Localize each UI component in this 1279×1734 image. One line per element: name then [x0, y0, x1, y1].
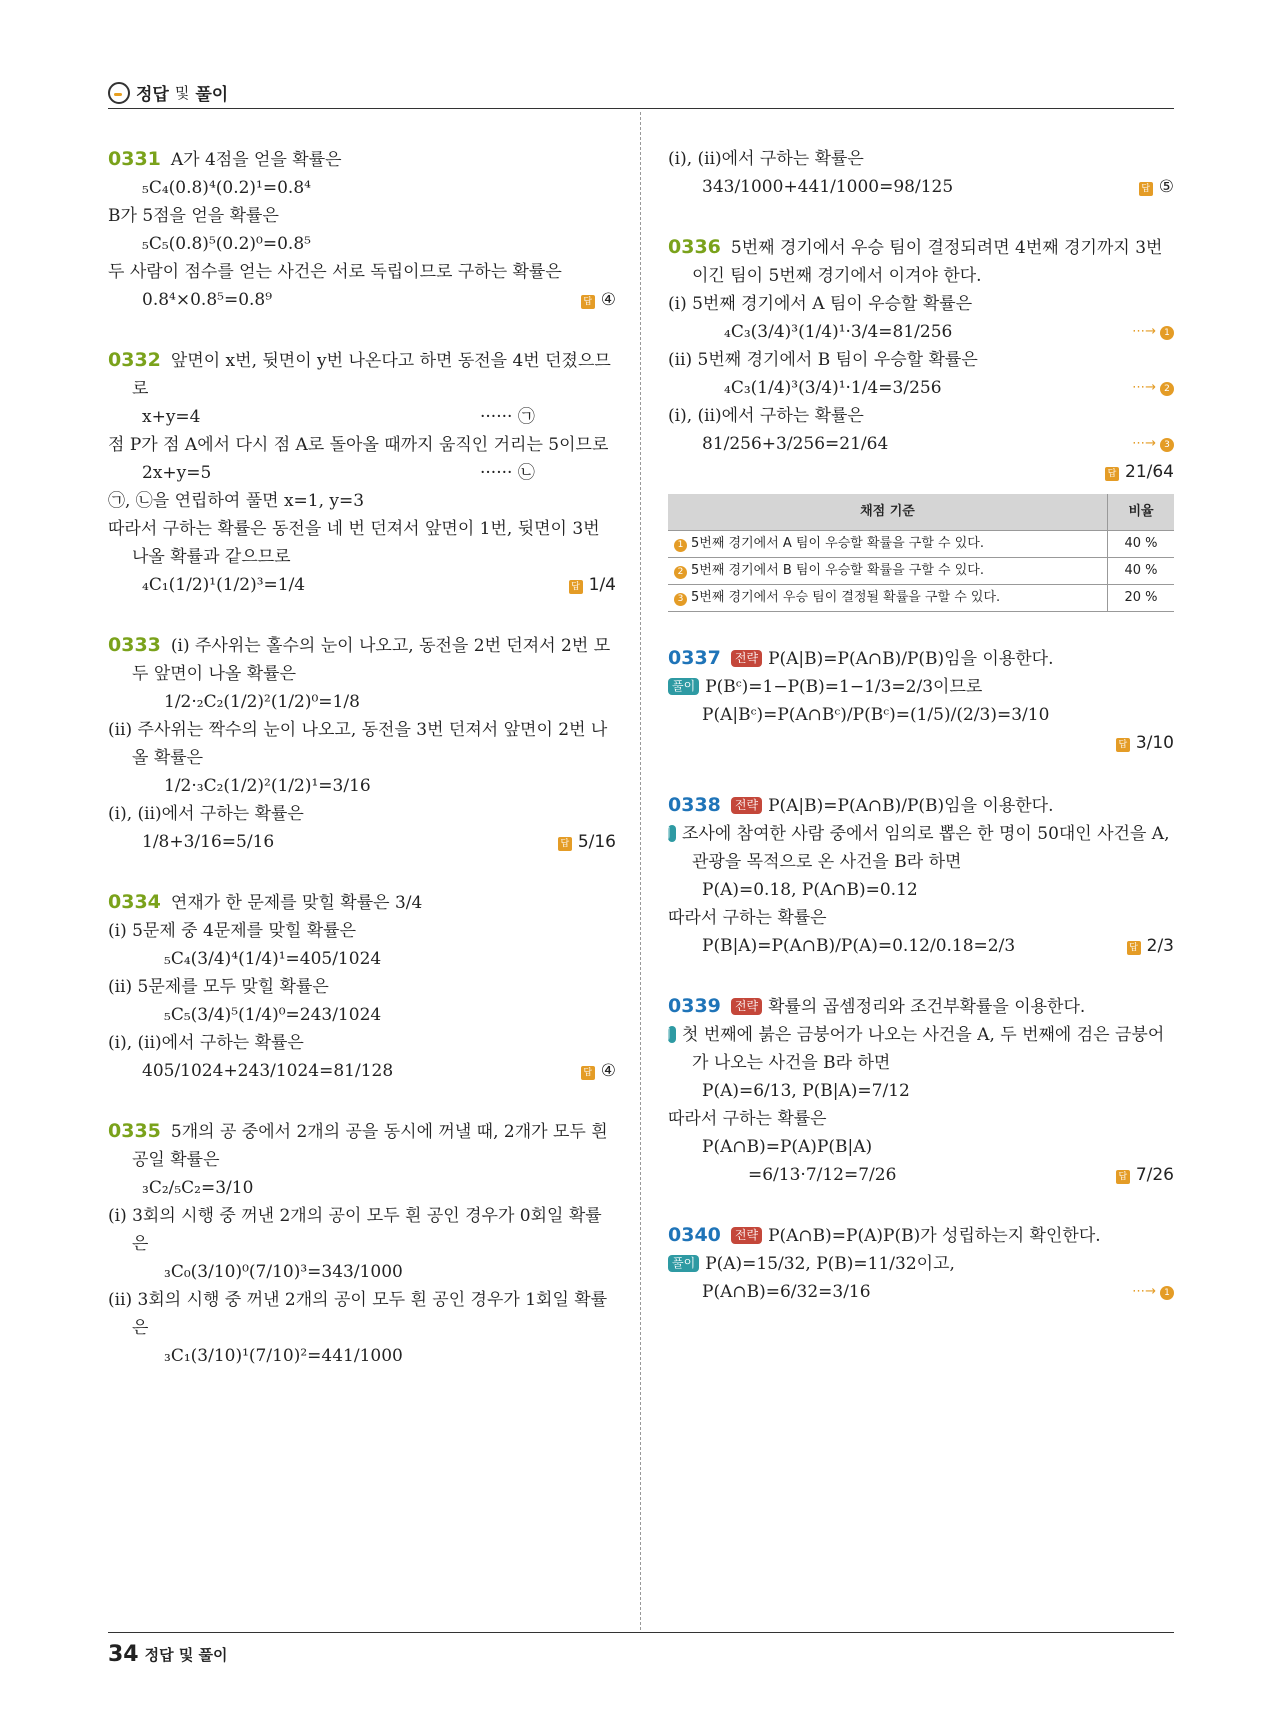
formula: 1/2·₂C₂(1/2)²(1/2)⁰=1/8	[164, 692, 360, 712]
text-line: 조사에 참여한 사람 중에서 임의로 뽑은 한 명이 50대인 사건을 A, 관광을 목적으로 온 사건을 B라 하면	[682, 824, 1170, 872]
problem-number: 0333	[108, 634, 161, 656]
table-header: 채점 기준	[668, 494, 1108, 531]
problem-number: 0338	[668, 794, 721, 816]
page-number: 34	[108, 1642, 139, 1667]
text-line: (ⅰ), (ⅱ)에서 구하는 확률은	[668, 149, 864, 169]
problem-0335-continued	[668, 145, 1174, 201]
text-line: (ⅰ) 주사위는 홀수의 눈이 나오고, 동전을 2번 던져서 2번 모두 앞면이 나올 확률은	[132, 636, 611, 684]
formula: ₄C₃(1/4)³(3/4)¹·1/4=3/256	[724, 378, 942, 398]
formula: 2x+y=5	[142, 463, 212, 483]
text-line: 따라서 구하는 확률은	[668, 908, 827, 928]
header-title-b: 및	[174, 84, 190, 102]
text-line: P(A∩B)=P(A)P(B)가 성립하는지 확인한다.	[768, 1226, 1101, 1246]
header-title-a: 정답	[136, 85, 169, 105]
text-line: B가 5점을 얻을 확률은	[108, 206, 279, 226]
formula: x+y=4	[142, 407, 201, 427]
problem-number: 0332	[108, 349, 161, 371]
text-line: (ⅱ) 3회의 시행 중 꺼낸 2개의 공이 모두 흰 공인 경우가 1회일 확률은	[108, 1290, 608, 1338]
solution-tag: 풀이	[668, 825, 676, 842]
solution-tag: 풀이	[668, 678, 699, 695]
formula: ₄C₁(1/2)¹(1/2)³=1/4	[142, 575, 306, 595]
formula: ₃C₂/₅C₂=3/10	[142, 1178, 254, 1198]
text-line: 확률의 곱셈정리와 조건부확률을 이용한다.	[768, 997, 1086, 1017]
answer-icon: 답	[1116, 738, 1130, 752]
answer: 답 ④	[581, 286, 616, 314]
step-marker: ⋯→ 1	[1132, 1278, 1174, 1306]
text-line: ㉠, ㉡을 연립하여 풀면 x=1, y=3	[108, 491, 365, 511]
table-row: 3 5번째 경기에서 우승 팀이 결정될 확률을 구할 수 있다. 20 %	[668, 585, 1174, 612]
formula: 0.8⁴×0.8⁵=0.8⁹	[142, 290, 273, 310]
equation-marker: ······ ㉠	[480, 407, 535, 427]
formula: 405/1024+243/1024=81/128	[142, 1061, 394, 1081]
text-line: P(Bᶜ)=1−P(B)=1−1/3=2/3이므로	[705, 677, 983, 697]
formula: 81/256+3/256=21/64	[702, 434, 889, 454]
text-line: P(A|B)=P(A∩B)/P(B)임을 이용한다.	[768, 796, 1054, 816]
header-rule	[108, 108, 1174, 109]
formula: 343/1000+441/1000=98/125	[702, 177, 954, 197]
text-line: (ⅱ) 5번째 경기에서 B 팀이 우승할 확률은	[668, 350, 978, 370]
header-title-c: 풀이	[195, 85, 229, 105]
problem-number: 0331	[108, 148, 161, 170]
text-line: P(A|B)=P(A∩B)/P(B)임을 이용한다.	[768, 649, 1054, 669]
right-column	[648, 145, 1174, 1306]
strategy-tag: 전략	[731, 650, 762, 667]
table-row: 2 5번째 경기에서 B 팀이 우승할 확률을 구할 수 있다. 40 %	[668, 558, 1174, 585]
equation-marker: ······ ㉡	[480, 463, 535, 483]
formula: P(B|A)=P(A∩B)/P(A)=0.12/0.18=2/3	[702, 936, 1016, 956]
strategy-tag: 전략	[731, 998, 762, 1015]
text-line: (ⅱ) 주사위는 짝수의 눈이 나오고, 동전을 3번 던져서 앞면이 2번 나올 확률은	[108, 720, 608, 768]
column-divider	[640, 112, 641, 1630]
problem-0335	[108, 1117, 616, 1370]
text-line: (ⅰ), (ⅱ)에서 구하는 확률은	[108, 1033, 304, 1053]
answer-icon: 답	[569, 580, 583, 594]
step-marker: ⋯→ 2	[1132, 374, 1174, 402]
answer: 답 3/10	[1116, 729, 1174, 757]
table-row: 1 5번째 경기에서 A 팀이 우승할 확률을 구할 수 있다. 40 %	[668, 531, 1174, 558]
smiley-face-icon	[108, 82, 130, 104]
problem-number: 0336	[668, 236, 721, 258]
problem-number: 0339	[668, 995, 721, 1017]
formula: P(A)=6/13, P(B|A)=7/12	[702, 1081, 910, 1101]
formula: P(A∩B)=6/32=3/16	[702, 1282, 871, 1302]
answer-icon: 답	[558, 837, 572, 851]
formula: P(A|Bᶜ)=P(A∩Bᶜ)/P(Bᶜ)=(1/5)/(2/3)=3/10	[702, 705, 1050, 725]
left-column	[108, 145, 616, 1370]
problem-0332	[108, 346, 616, 599]
strategy-tag: 전략	[731, 797, 762, 814]
text-line: 점 P가 점 A에서 다시 점 A로 돌아올 때까지 움직인 거리는 5이므로	[108, 435, 609, 455]
text-line: 연재가 한 문제를 맞힐 확률은 3/4	[170, 893, 423, 913]
text-line: (ⅰ) 3회의 시행 중 꺼낸 2개의 공이 모두 흰 공인 경우가 0회일 확률은	[108, 1206, 602, 1254]
answer-icon: 답	[581, 295, 595, 309]
problem-0337	[668, 644, 1174, 759]
text-line: (ⅰ) 5번째 경기에서 A 팀이 우승할 확률은	[668, 294, 973, 314]
answer-icon: 답	[1116, 1170, 1130, 1184]
text-line: 5번째 경기에서 우승 팀이 결정되려면 4번째 경기까지 3번 이긴 팀이 5번째 경기에서 이겨야 한다.	[692, 238, 1163, 286]
step-marker: ⋯→ 1	[1132, 318, 1174, 346]
text-line: 따라서 구하는 확률은 동전을 네 번 던져서 앞면이 1번, 뒷면이 3번 나올 확률과 같으므로	[108, 519, 600, 567]
formula: 1/2·₃C₂(1/2)²(1/2)¹=3/16	[164, 776, 371, 796]
page-header	[108, 80, 228, 105]
answer-icon: 답	[1105, 467, 1119, 481]
footer-rule	[108, 1632, 1174, 1633]
problem-0331	[108, 145, 616, 314]
problem-number: 0340	[668, 1224, 721, 1246]
formula: ₃C₁(3/10)¹(7/10)²=441/1000	[164, 1346, 403, 1366]
text-line: 첫 번째에 붉은 금붕어가 나오는 사건을 A, 두 번째에 검은 금붕어가 나오는 사건을 B라 하면	[682, 1025, 1165, 1073]
problem-0333	[108, 631, 616, 856]
answer: 답 ④	[581, 1057, 616, 1085]
text-line: (ⅰ), (ⅱ)에서 구하는 확률은	[108, 804, 304, 824]
problem-number: 0335	[108, 1120, 161, 1142]
answer: 답 1/4	[569, 571, 616, 599]
answer: 답 ⑤	[1139, 173, 1174, 201]
step-marker: ⋯→ 3	[1132, 430, 1174, 458]
text-line: 앞면이 x번, 뒷면이 y번 나온다고 하면 동전을 4번 던졌으므로	[132, 351, 611, 399]
text-line: (ⅰ), (ⅱ)에서 구하는 확률은	[668, 406, 864, 426]
problem-0336	[668, 233, 1174, 612]
answer: 답 7/26	[1116, 1161, 1174, 1189]
text-line: (ⅰ) 5문제 중 4문제를 맞힐 확률은	[108, 921, 356, 941]
formula: ₅C₄(0.8)⁴(0.2)¹=0.8⁴	[142, 178, 311, 198]
answer-icon: 답	[1127, 941, 1141, 955]
answer-icon: 답	[581, 1066, 595, 1080]
page-footer	[108, 1642, 228, 1667]
answer-icon: 답	[1139, 182, 1153, 196]
solution-tag: 풀이	[668, 1255, 699, 1272]
formula: P(A∩B)=P(A)P(B|A)	[702, 1137, 873, 1157]
formula: ₄C₃(3/4)³(1/4)¹·3/4=81/256	[724, 322, 953, 342]
text-line: 따라서 구하는 확률은	[668, 1109, 827, 1129]
text-line: 5개의 공 중에서 2개의 공을 동시에 꺼낼 때, 2개가 모두 흰 공일 확률은	[132, 1122, 608, 1170]
formula: ₃C₀(3/10)⁰(7/10)³=343/1000	[164, 1262, 403, 1282]
formula: =6/13·7/12=7/26	[748, 1165, 897, 1185]
footer-text: 정답 및 풀이	[144, 1646, 228, 1664]
text-line: A가 4점을 얻을 확률은	[170, 150, 342, 170]
problem-number: 0334	[108, 891, 161, 913]
text-line: 두 사람이 점수를 얻는 사건은 서로 독립이므로 구하는 확률은	[108, 262, 562, 282]
answer: 답 2/3	[1127, 932, 1174, 960]
text-line: (ⅱ) 5문제를 모두 맞힐 확률은	[108, 977, 329, 997]
problem-0338	[648, 791, 1174, 960]
problem-number: 0337	[668, 647, 721, 669]
formula: P(A)=0.18, P(A∩B)=0.12	[702, 880, 918, 900]
problem-0334	[108, 888, 616, 1085]
formula: ₅C₅(0.8)⁵(0.2)⁰=0.8⁵	[142, 234, 311, 254]
formula: ₅C₄(3/4)⁴(1/4)¹=405/1024	[164, 949, 382, 969]
answer: 답 21/64	[1105, 458, 1174, 486]
problem-0340	[668, 1221, 1174, 1306]
table-header: 비율	[1108, 494, 1175, 531]
text-line: P(A)=15/32, P(B)=11/32이고,	[705, 1254, 955, 1274]
answer: 답 5/16	[558, 828, 616, 856]
strategy-tag: 전략	[731, 1227, 762, 1244]
problem-0339	[648, 992, 1174, 1189]
formula: 1/8+3/16=5/16	[142, 832, 275, 852]
grading-table	[668, 494, 1174, 612]
solution-tag: 풀이	[668, 1026, 676, 1043]
formula: ₅C₅(3/4)⁵(1/4)⁰=243/1024	[164, 1005, 382, 1025]
